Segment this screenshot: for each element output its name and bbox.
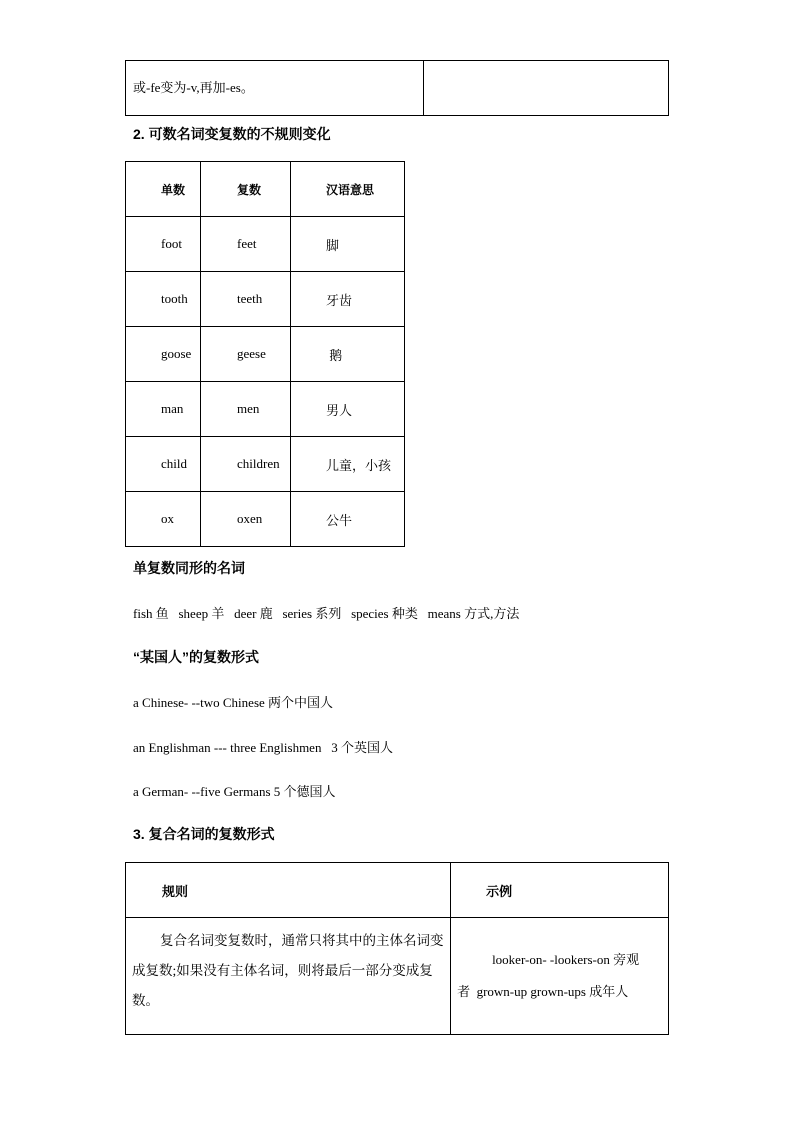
cell-plural: men (201, 382, 291, 437)
top-table-text: 或-fe变为-v,再加-es。 (133, 80, 254, 95)
compound-noun-table (125, 862, 669, 1035)
cell-meaning: 公牛 (291, 492, 405, 547)
example-line-1: looker-on- -lookers-on 旁观 (492, 952, 640, 967)
rule-text: 复合名词变复数时，通常只将其中的主体名词变成复数;如果没有主体名词，则将最后一部分变成复数。 (132, 933, 444, 1008)
same-form-heading: 单复数同形的名词 (133, 560, 245, 576)
cell-meaning: 鹅 (291, 327, 405, 382)
section3-heading: 3. 复合名词的复数形式 (133, 826, 275, 842)
top-table-left-cell (126, 61, 424, 116)
cell-plural: teeth (201, 272, 291, 327)
cell-singular: man (126, 382, 201, 437)
example-line-2: 者 grown-up grown-ups 成年人 (457, 984, 629, 999)
nationality-line-1: a Chinese- --two Chinese 两个中国人 (133, 695, 334, 710)
cell-singular: goose (126, 327, 201, 382)
cell-plural: feet (201, 217, 291, 272)
cell-meaning: 脚 (291, 217, 405, 272)
cell-plural: children (201, 437, 291, 492)
table-row (126, 492, 405, 547)
rule-cell (126, 918, 451, 1035)
header-singular: 单数 (126, 162, 201, 217)
cell-singular: child (126, 437, 201, 492)
example-cell (451, 918, 669, 1035)
cell-plural: geese (201, 327, 291, 382)
cell-plural: oxen (201, 492, 291, 547)
header-meaning: 汉语意思 (291, 162, 405, 217)
cell-singular: ox (126, 492, 201, 547)
irregular-plural-table (125, 161, 405, 547)
top-table-right-cell (423, 61, 668, 116)
nationality-line-2: an Englishman --- three Englishmen 3 个英国人 (133, 740, 393, 755)
cell-singular: tooth (126, 272, 201, 327)
table-header-row (126, 162, 405, 217)
cell-meaning: 牙齿 (291, 272, 405, 327)
table-row (126, 217, 405, 272)
table-row (126, 437, 405, 492)
header-plural: 复数 (201, 162, 291, 217)
cell-singular: foot (126, 217, 201, 272)
nationality-heading: “某国人”的复数形式 (133, 649, 259, 665)
section2-heading: 2. 可数名词变复数的不规则变化 (133, 126, 331, 142)
table-row (126, 327, 405, 382)
header-example: 示例 (451, 863, 669, 918)
top-table (125, 60, 669, 116)
same-form-text: fish 鱼 sheep 羊 deer 鹿 series 系列 species 种类 means 方式,方法 (133, 606, 520, 621)
table-row (126, 918, 669, 1035)
table-header-row (126, 863, 669, 918)
header-rule: 规则 (126, 863, 451, 918)
table-row (126, 272, 405, 327)
cell-meaning: 男人 (291, 382, 405, 437)
nationality-line-3: a German- --five Germans 5 个德国人 (133, 784, 336, 799)
table-row (126, 382, 405, 437)
cell-meaning: 儿童，小孩 (291, 437, 405, 492)
